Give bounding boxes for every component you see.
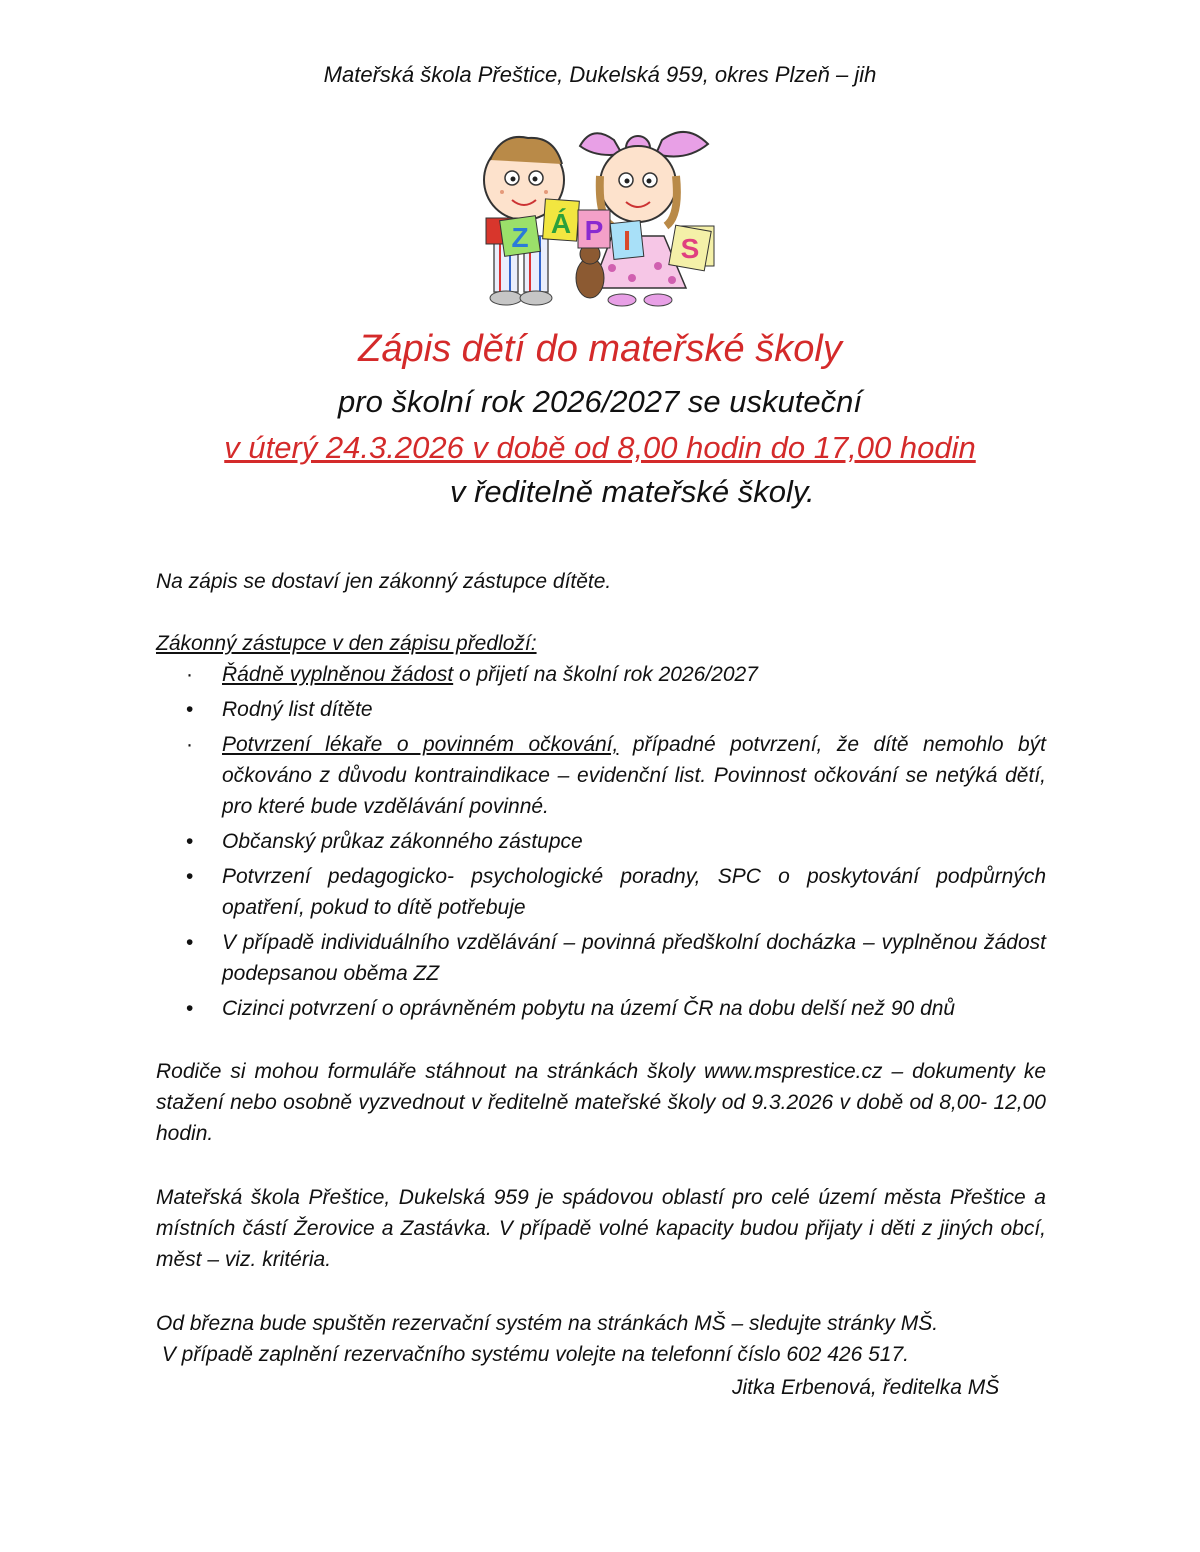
school-header: Mateřská škola Přeštice, Dukelská 959, okres Plzeň – jih (323, 62, 877, 87)
requirements-section (156, 628, 1046, 1028)
list-item: • Občanský průkaz zákonného zástupce (186, 830, 583, 853)
logo-letter-z: Z (511, 222, 529, 253)
page-title: Zápis dětí do mateřské školy (358, 328, 842, 370)
subtitle-place: v ředitelně mateřské školy. (450, 474, 815, 509)
list-item: • Cizinci potvrzení o oprávněném pobytu na území ČR na dobu delší než 90 dnů (186, 997, 956, 1020)
list-item: • Potvrzení pedagogicko- psychologické poradny, SPC o poskytování podpůrných opatření, pokud to dítě potřebuje (186, 865, 1046, 919)
list-item: • V případě individuálního vzdělávání – povinná předškolní docházka – vyplněnou žádost podepsanou oběma ZZ (186, 931, 1046, 985)
logo-letter-i: I (623, 225, 631, 256)
intro-text: Na zápis se dostaví jen zákonný zástupce dítěte. (156, 570, 612, 593)
reservation-line-1: Od března bude spuštěn rezervační systém na stránkách MŠ – sledujte stránky MŠ. (156, 1312, 939, 1335)
logo-letter-a: Á (550, 208, 572, 239)
subtitle-date-time: v úterý 24.3.2026 v době od 8,00 hodin do 17,00 hodin (224, 430, 976, 465)
list-item: · Řádně vyplněnou žádost o přijetí na školní rok 2026/2027 (186, 663, 758, 686)
dog-figure (576, 244, 604, 298)
zapis-children-illustration (472, 118, 722, 310)
catchment-area-paragraph: Mateřská škola Přeštice, Dukelská 959 je spádovou oblastí pro celé území města Přeštice a místních částí Žerovice a Zastávka. V případě volné kapacity budou přijaty i děti z jiných obcí, měst – viz. kritéria. (156, 1186, 1046, 1271)
requirements-list (156, 659, 1046, 1024)
signature: Jitka Erbenová, ředitelka MŠ (732, 1376, 1000, 1399)
logo-letter-s: S (680, 233, 700, 264)
requirements-heading: Zákonný zástupce v den zápisu předloží: (156, 632, 537, 655)
subtitle-school-year: pro školní rok 2026/2027 se uskuteční (338, 384, 862, 419)
reservation-line-2: V případě zaplnění rezervačního systému volejte na telefonní číslo 602 426 517. (156, 1343, 909, 1366)
reservation-paragraph (156, 1308, 1046, 1370)
logo-letter-p: P (584, 215, 604, 246)
forms-download-paragraph: Rodiče si mohou formuláře stáhnout na stránkách školy www.msprestice.cz – dokumenty ke stažení nebo osobně vyzvednout v ředitelně mateřské školy od 9.3.2026 v době od 8,00- 12,00 hodin. (156, 1060, 1046, 1145)
list-item: · Potvrzení lékaře o povinném očkování, případné potvrzení, že dítě nemohlo být očkováno z důvodu kontraindikace – evidenční list. Povinnost očkování se netýká dětí, pro které bude vzdělávání povinné. (186, 733, 1046, 818)
list-item: • Rodný list dítěte (186, 698, 373, 721)
